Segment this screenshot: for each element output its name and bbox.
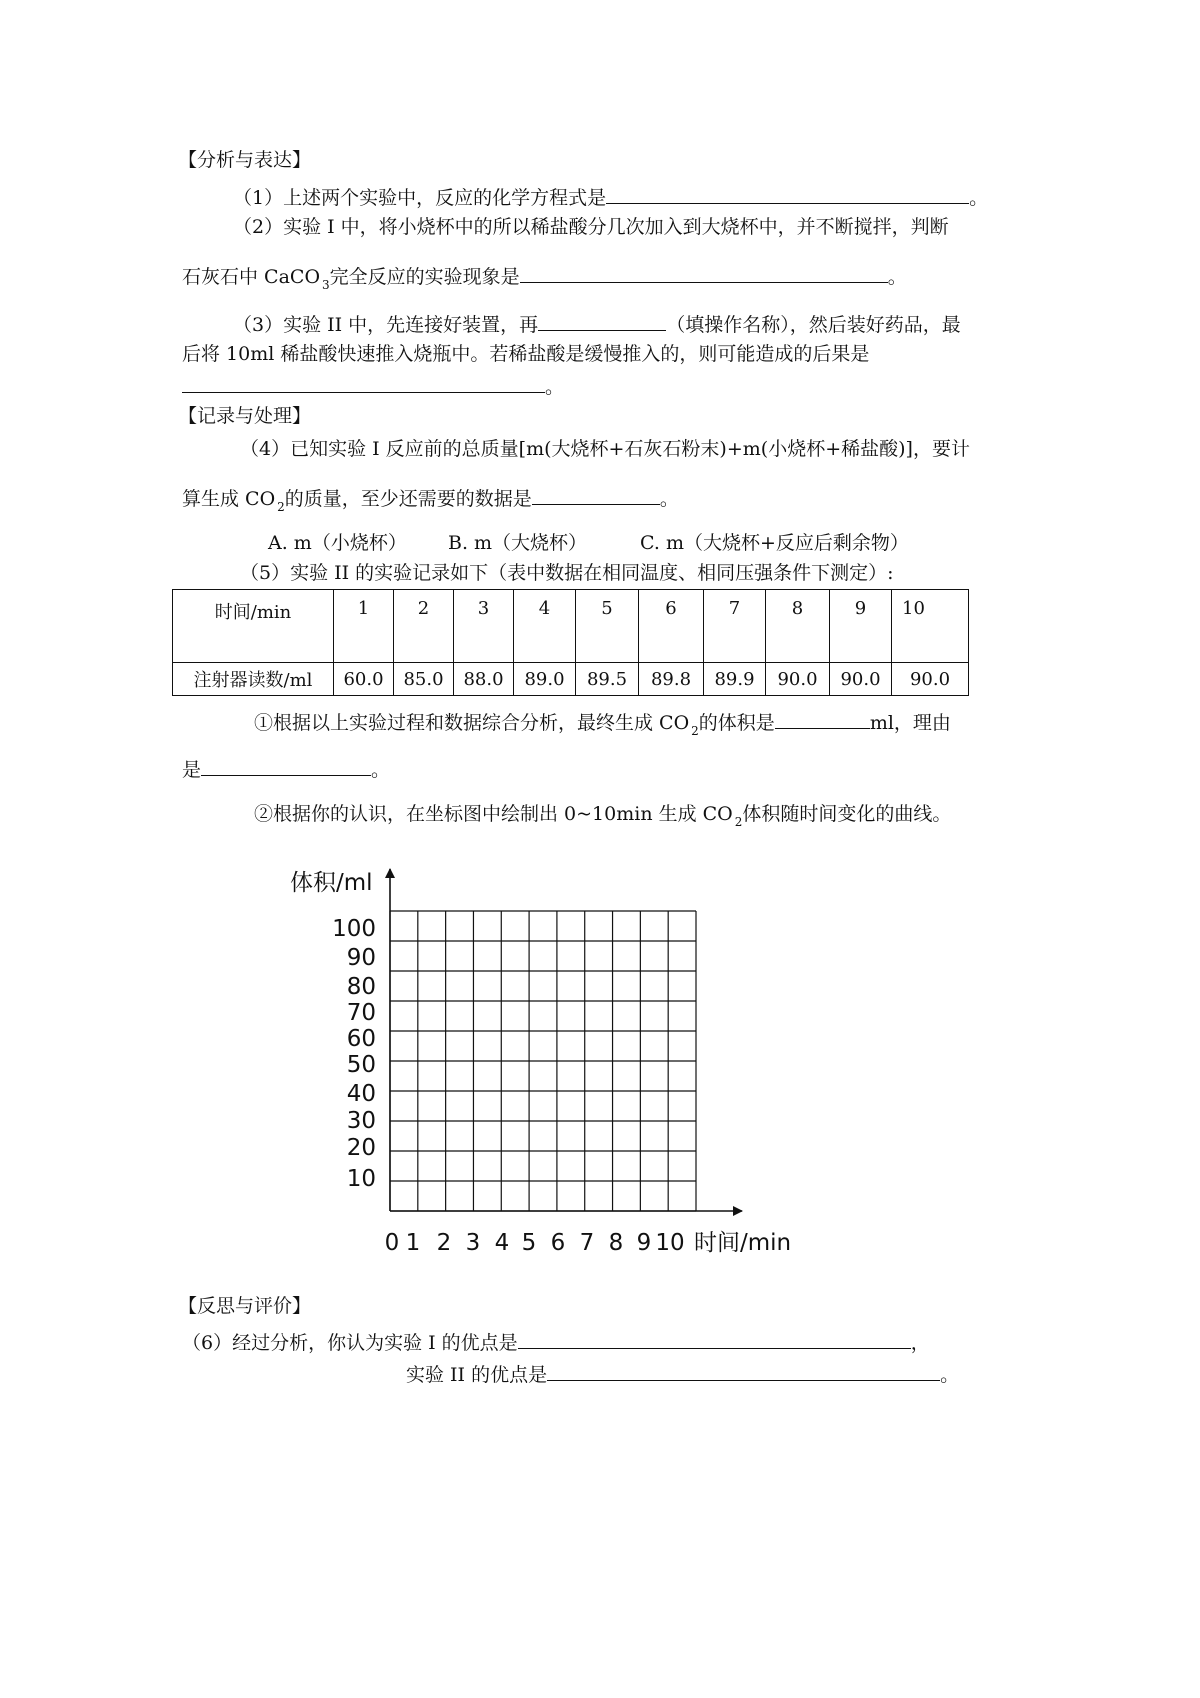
y-tick-label: 20	[346, 1135, 376, 1161]
x-tick-label: 10	[655, 1230, 685, 1256]
x-tick-label: 3	[465, 1230, 481, 1256]
table-cell: 60.0	[334, 663, 394, 696]
record-table	[172, 589, 969, 696]
table-cell: 90.0	[892, 663, 969, 696]
question-3-text-b: （填操作名称），然后装好药品，最	[666, 314, 961, 336]
x-tick-label: 7	[579, 1230, 595, 1256]
x-tick-label: 9	[636, 1230, 652, 1256]
sub-question-1-text-b: 的体积是	[698, 712, 775, 734]
sub-question-2	[254, 803, 952, 829]
question-6-text-a: （6）经过分析，你认为实验 I 的优点是	[182, 1332, 518, 1354]
x-tick-label: 5	[521, 1230, 537, 1256]
subscript: 3	[322, 278, 330, 292]
answer-blank-6a[interactable]	[518, 1330, 911, 1349]
question-6-text-b: 实验 II 的优点是	[406, 1364, 548, 1386]
subscript: 2	[277, 500, 285, 514]
y-tick-label: 40	[346, 1081, 376, 1107]
sub-question-1-text-a: ①根据以上实验过程和数据综合分析，最终生成 CO	[254, 712, 690, 734]
option-c: C. m（大烧杯+反应后剩余物）	[640, 532, 909, 554]
option-a: A. m（小烧杯）	[268, 532, 407, 554]
y-tick-label: 80	[346, 974, 376, 1000]
sub-question-1-text-c: ml，理由	[869, 712, 951, 734]
x-tick-label: 4	[494, 1230, 510, 1256]
question-1-text: （1）上述两个实验中，反应的化学方程式是	[233, 187, 607, 209]
table-header-time: 时间/min	[173, 590, 334, 663]
y-axis-label: 体积/ml	[290, 870, 373, 896]
x-axis-label: 时间/min	[694, 1230, 792, 1256]
coordinate-chart[interactable]	[0, 850, 1200, 1290]
sub-question-2-text-b: 体积随时间变化的曲线。	[742, 803, 952, 825]
punctuation: 。	[659, 488, 679, 510]
x-tick-label: 8	[608, 1230, 624, 1256]
question-2-text-b: 完全反应的实验现象是	[329, 266, 520, 288]
sub-question-1-text-d: 是	[182, 759, 202, 781]
sub-question-1-line2	[182, 757, 390, 780]
y-tick-label: 30	[346, 1108, 376, 1134]
sub-question-2-text-a: ②根据你的认识，在坐标图中绘制出 0~10min 生成 CO	[254, 803, 733, 825]
table-cell: 89.5	[576, 663, 639, 696]
answer-blank-3b[interactable]	[182, 374, 545, 393]
table-cell: 8	[766, 590, 830, 663]
table-cell: 2	[394, 590, 454, 663]
x-tick-label: 0	[384, 1230, 400, 1256]
question-4-line2	[182, 486, 679, 514]
heading-reflection: 【反思与评价】	[178, 1295, 312, 1317]
table-row	[173, 590, 969, 663]
y-tick-label: 50	[346, 1052, 376, 1078]
question-1	[233, 185, 988, 208]
answer-blank-4[interactable]	[532, 486, 660, 505]
chart-grid	[390, 911, 696, 1211]
table-cell: 89.0	[514, 663, 576, 696]
question-6-line2	[406, 1362, 959, 1385]
x-tick-label: 2	[436, 1230, 452, 1256]
question-2-line1: （2）实验 I 中，将小烧杯中的所以稀盐酸分几次加入到大烧杯中，并不断搅拌，判断	[233, 216, 949, 238]
option-b: B. m（大烧杯）	[448, 532, 588, 554]
table-cell: 5	[576, 590, 639, 663]
sub-question-1-line1	[254, 710, 951, 738]
question-4-text-b: 的质量，至少还需要的数据是	[284, 488, 532, 510]
x-tick-label: 1	[405, 1230, 421, 1256]
punctuation: 。	[371, 759, 391, 781]
question-3-text-a: （3）实验 II 中，先连接好装置，再	[233, 314, 539, 336]
y-tick-label: 10	[346, 1166, 376, 1192]
question-2-line2	[182, 264, 907, 292]
answer-blank-5a[interactable]	[775, 710, 870, 729]
table-row	[173, 663, 969, 696]
table-header-reading: 注射器读数/ml	[173, 663, 334, 696]
question-3-line2: 后将 10ml 稀盐酸快速推入烧瓶中。若稀盐酸是缓慢推入的，则可能造成的后果是	[182, 343, 870, 365]
table-cell: 90.0	[766, 663, 830, 696]
punctuation: ，	[910, 1332, 930, 1354]
table-cell: 4	[514, 590, 576, 663]
table-cell: 7	[704, 590, 766, 663]
table-cell: 6	[639, 590, 704, 663]
table-cell: 90.0	[830, 663, 892, 696]
table-cell: 88.0	[454, 663, 514, 696]
question-6-line1	[182, 1330, 930, 1353]
table-cell: 89.9	[704, 663, 766, 696]
table-cell: 10	[892, 590, 969, 663]
y-tick-label: 90	[346, 945, 376, 971]
punctuation: 。	[969, 187, 989, 209]
table-cell: 1	[334, 590, 394, 663]
heading-analysis: 【分析与表达】	[178, 149, 312, 171]
question-5: （5）实验 II 的实验记录如下（表中数据在相同温度、相同压强条件下测定）:	[240, 562, 894, 584]
question-4-text-a: 算生成 CO	[182, 488, 276, 510]
question-2-text-a: 石灰石中 CaCO	[182, 266, 321, 288]
x-tick-labels	[385, 1230, 685, 1256]
y-tick-labels	[332, 916, 376, 1192]
answer-blank-6b[interactable]	[547, 1362, 940, 1381]
answer-blank-3a[interactable]	[538, 312, 666, 331]
punctuation: 。	[940, 1364, 960, 1386]
punctuation: 。	[545, 376, 565, 398]
question-3-line1	[233, 312, 961, 335]
question-3-line3	[182, 374, 564, 397]
table-cell: 9	[830, 590, 892, 663]
y-tick-label: 100	[332, 916, 376, 942]
answer-blank-1[interactable]	[606, 185, 969, 204]
x-tick-label: 6	[550, 1230, 566, 1256]
heading-record: 【记录与处理】	[178, 405, 312, 427]
y-tick-label: 70	[346, 1000, 376, 1026]
punctuation: 。	[887, 266, 907, 288]
subscript: 2	[691, 724, 699, 738]
y-tick-label: 60	[346, 1026, 376, 1052]
answer-blank-5b[interactable]	[201, 757, 371, 776]
table-cell: 89.8	[639, 663, 704, 696]
table-cell: 85.0	[394, 663, 454, 696]
question-4-line1: （4）已知实验 I 反应前的总质量[m(大烧杯+石灰石粉末)+m(小烧杯+稀盐酸)]，要计	[240, 438, 970, 460]
subscript: 2	[734, 815, 743, 829]
table-cell: 3	[454, 590, 514, 663]
answer-blank-2[interactable]	[520, 264, 888, 283]
